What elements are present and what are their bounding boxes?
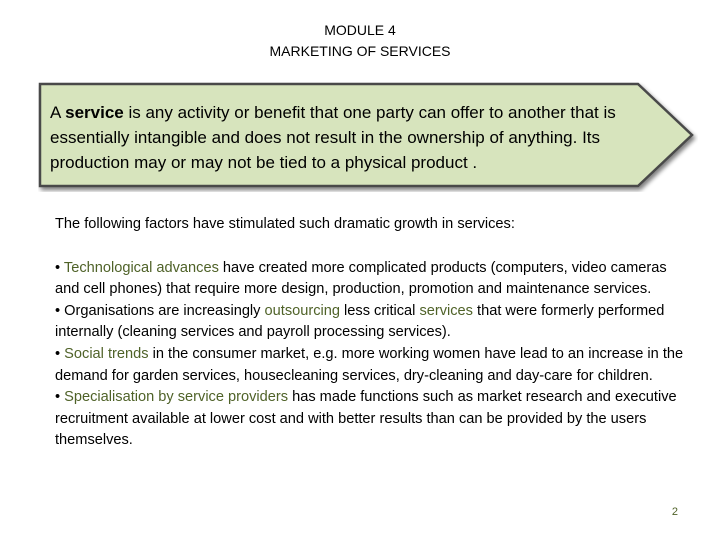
bullet-glyph: • [55, 389, 65, 406]
keyword-specialisation: Specialisation by service providers [64, 389, 289, 406]
service-definition [50, 100, 670, 175]
bullet-glyph: • [55, 302, 65, 319]
keyword-services: services [419, 302, 473, 319]
bullet-text: in the consumer market, e.g. more working women have lead to an increase in the demand for garden services, housecleaning services, dry-cleaning and day-care for children. [55, 345, 684, 384]
bullet-glyph: • [55, 345, 65, 362]
page-title: MARKETING OF SERVICES [269, 43, 451, 59]
slide-header [0, 20, 720, 62]
bullet-technological [55, 258, 695, 301]
bullet-pre-text: Organisations are increasingly [64, 302, 265, 319]
page-number: 2 [671, 506, 678, 518]
bullet-mid-text: less critical [339, 302, 420, 319]
bullet-outsourcing [55, 301, 695, 344]
module-label: MODULE 4 [324, 22, 396, 38]
keyword-social-trends: Social trends [64, 345, 149, 362]
bullet-text: has made functions such as market research and executive recruitment available at lower cost and with better results than can be provided by the users themselves. [55, 389, 677, 449]
definition-term: service [65, 103, 124, 122]
bullet-social-trends [55, 344, 695, 387]
keyword-technological: Technological advances [63, 259, 219, 276]
definition-prefix: A [50, 103, 66, 122]
intro-text: The following factors have stimulated such dramatic growth in services: [55, 216, 515, 232]
definition-text: is any activity or benefit that one party can offer to another that is essentially intangible and does not result in the ownership of anything. Its production may or may not be tied to a physical product . [50, 103, 616, 172]
bullet-text: have created more complicated products (computers, video cameras and cell phones) that require more design, production, promotion and maintenance services. [55, 259, 667, 298]
content-body [55, 214, 695, 452]
bullet-glyph: • [55, 259, 64, 276]
bullet-text: that were formerly performed internally (cleaning services and payroll processing services). [55, 302, 665, 341]
bullet-specialisation [55, 387, 695, 452]
keyword-outsourcing: outsourcing [264, 302, 340, 319]
